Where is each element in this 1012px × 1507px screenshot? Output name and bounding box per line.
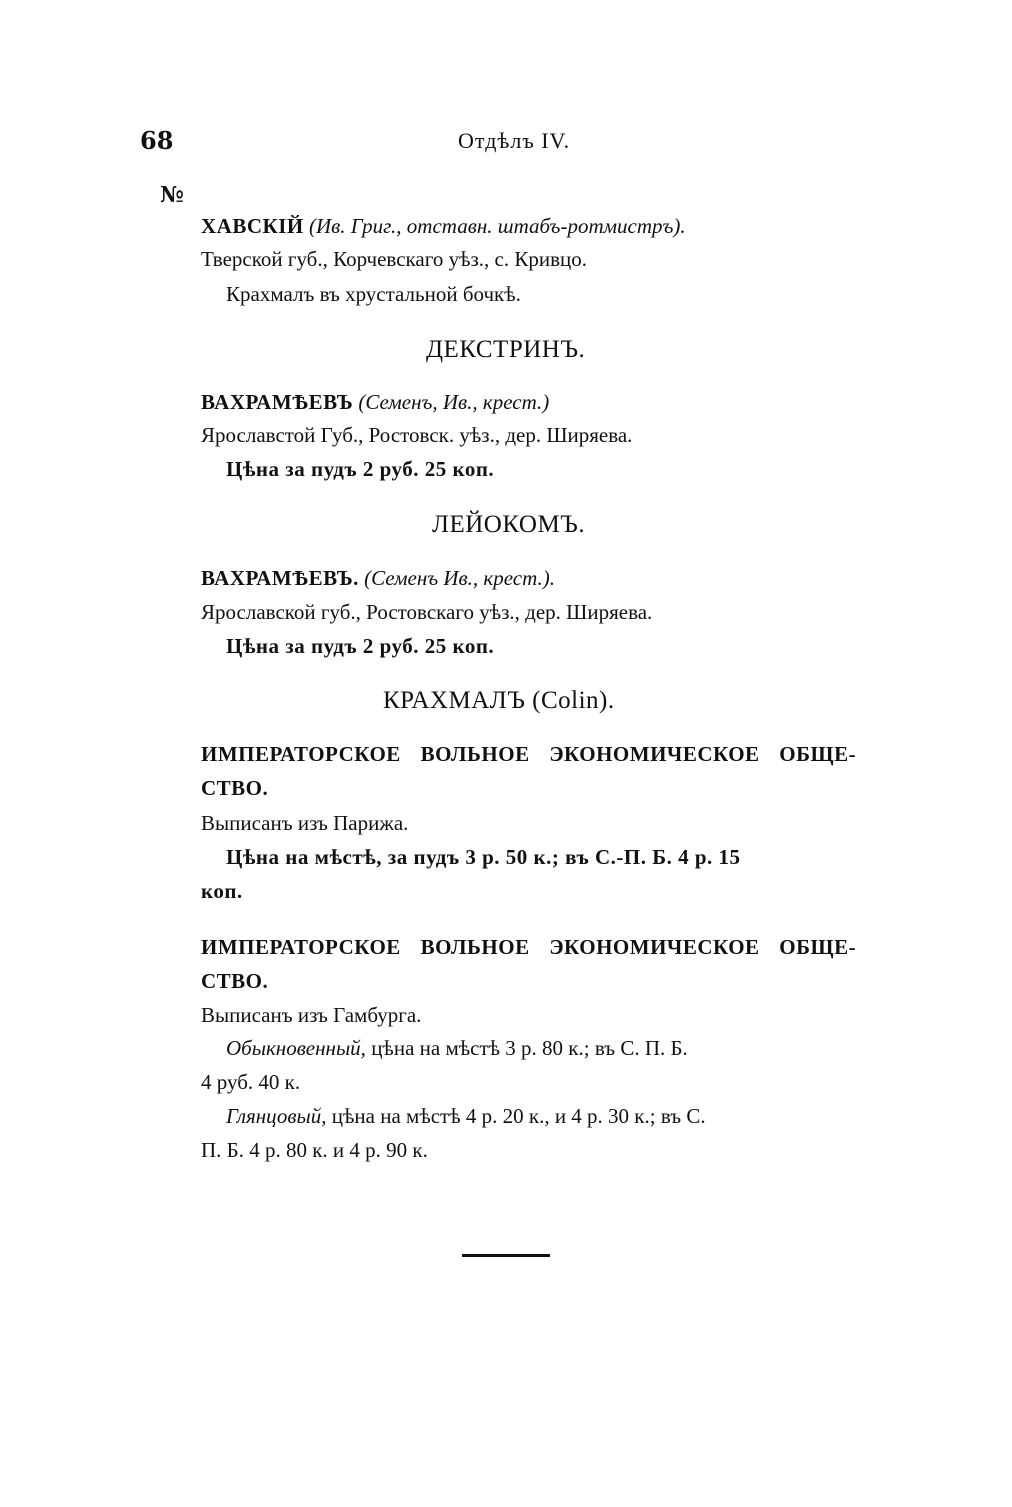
khavsky-name: ХАВСКІЙ <box>201 214 304 238</box>
leiokom-price: Цѣна за пудъ 2 руб. 25 коп. <box>226 634 495 658</box>
ordinary-price: цѣна на мѣстѣ 3 р. 80 к.; въ С. П. Б. <box>371 1036 688 1060</box>
khavsky-details: (Ив. Григ., отставн. штабъ-ротмистръ). <box>309 214 686 238</box>
starch-heading-note: (Colin). <box>532 687 615 714</box>
dextrin-heading: ДЕКСТРИНЪ. <box>426 336 586 363</box>
number-sign: № <box>160 182 184 208</box>
society2-glossy-line2: П. Б. 4 р. 80 к. и 4 р. 90 к. <box>201 1138 428 1162</box>
society2-name-line1: ИМПЕРАТОРСКОЕ ВОЛЬНОЕ ЭКОНОМИЧЕСКОЕ ОБЩЕ- <box>201 935 857 959</box>
end-rule <box>462 1254 550 1257</box>
society1-price-line2: коп. <box>201 879 243 903</box>
leiokom-details: (Семенъ Ив., крест.). <box>364 566 556 590</box>
dextrin-price: Цѣна за пудъ 2 руб. 25 коп. <box>226 457 495 481</box>
society1-price-line1: Цѣна на мѣстѣ, за пудъ 3 р. 50 к.; въ С.-П. Б. 4 р. 15 <box>226 845 741 869</box>
khavsky-name-line <box>201 214 686 239</box>
dextrin-details: (Семенъ, Ив., крест.) <box>358 390 550 414</box>
running-title: Отдѣлъ IV. <box>458 128 571 153</box>
society2-ordinary-line2: 4 руб. 40 к. <box>201 1070 301 1094</box>
khavsky-location: Тверской губ., Корчевскаго уѣз., с. Кривцо. <box>201 247 588 271</box>
society1-source: Выписанъ изъ Парижа. <box>201 811 409 835</box>
starch-heading-line <box>383 687 615 715</box>
society2-source: Выписанъ изъ Гамбурга. <box>201 1003 422 1027</box>
starch-heading: КРАХМАЛЪ <box>383 687 526 714</box>
leiokom-name: ВАХРАМѢЕВЪ. <box>201 566 359 590</box>
khavsky-product: Крахмалъ въ хрустальной бочкѣ. <box>226 282 521 306</box>
leiokom-heading: ЛЕЙОКОМЪ. <box>432 511 586 538</box>
dextrin-name: ВАХРАМѢЕВЪ <box>201 390 354 414</box>
society2-glossy-line1 <box>226 1104 706 1129</box>
dextrin-name-line <box>201 390 549 415</box>
society1-name-line2: СТВО. <box>201 776 269 800</box>
page-number: 68 <box>140 126 174 155</box>
glossy-label: Глянцовый, <box>226 1104 327 1128</box>
society1-name-line1: ИМПЕРАТОРСКОЕ ВОЛЬНОЕ ЭКОНОМИЧЕСКОЕ ОБЩЕ- <box>201 742 857 766</box>
leiokom-name-line <box>201 566 555 591</box>
glossy-price: цѣна на мѣстѣ 4 р. 20 к., и 4 р. 30 к.; въ С. <box>331 1104 706 1128</box>
society2-name-line2: СТВО. <box>201 969 269 993</box>
dextrin-location: Ярославстой Губ., Ростовск. уѣз., дер. Ширяева. <box>201 423 633 447</box>
leiokom-location: Ярославской губ., Ростовскаго уѣз., дер. Ширяева. <box>201 600 653 624</box>
society2-ordinary-line1 <box>226 1036 688 1061</box>
ordinary-label: Обыкновенный, <box>226 1036 366 1060</box>
